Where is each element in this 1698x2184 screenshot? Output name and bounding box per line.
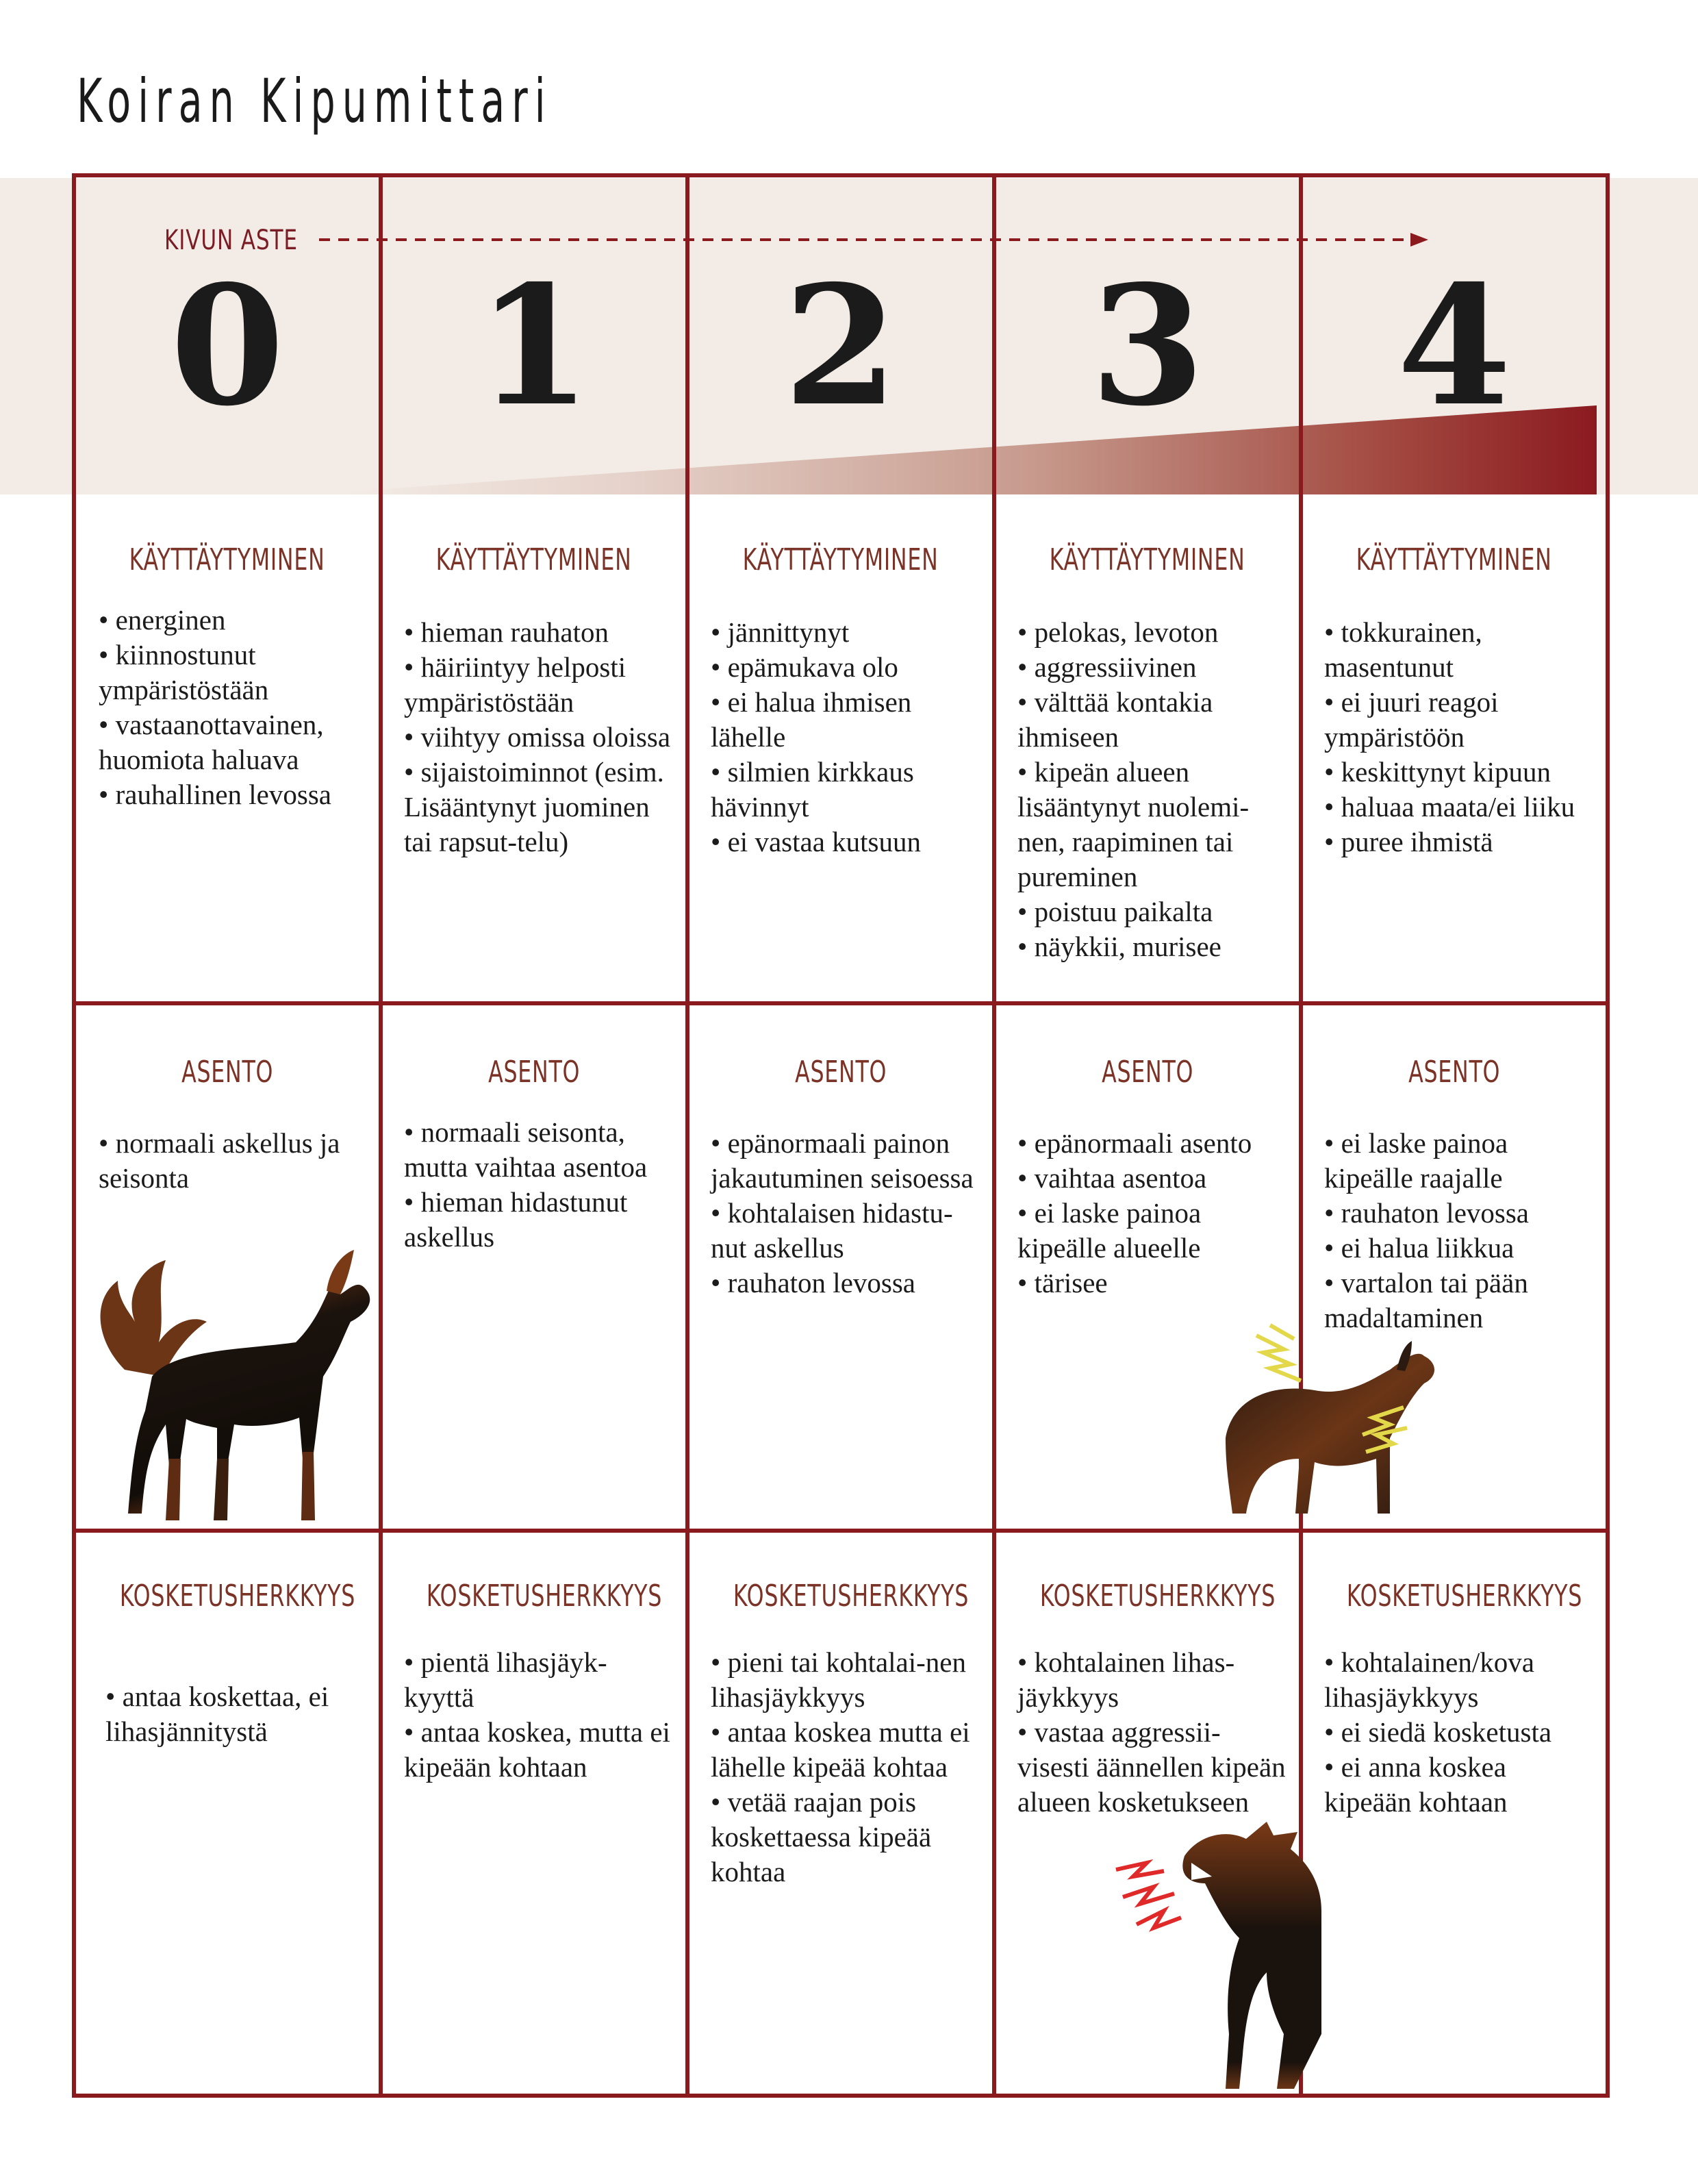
list-item: • vastaanottavainen, huomiota haluava	[99, 707, 367, 777]
list-item: • rauhaton levossa	[711, 1266, 979, 1301]
touch-heading-4: KOSKETUSHERKKYYS	[1346, 1579, 1583, 1614]
list-item: • puree ihmistä	[1324, 825, 1593, 859]
list-item: • ei laske painoa kipeälle alueelle	[1017, 1196, 1286, 1266]
touch-list-2	[711, 1645, 979, 1890]
touch-list-0	[105, 1679, 374, 1749]
behavior-heading-2: KÄYTTÄYTYMINEN	[743, 542, 939, 577]
list-item: • ei juuri reagoi ympäristöön	[1324, 685, 1593, 755]
list-item: • pelokas, levoton	[1017, 615, 1286, 650]
list-item: • sijaistoiminnot (esim. Lisääntynyt juominen tai rapsut-telu)	[404, 755, 672, 859]
level-3-number: 3	[1090, 249, 1205, 442]
list-item: • epänormaali painon jakautuminen seisoessa	[711, 1126, 979, 1196]
standing-dog-icon	[77, 1240, 378, 1527]
list-item: • kohtalainen/kova lihasjäykkyys	[1324, 1645, 1593, 1715]
list-item: • epämukava olo	[711, 650, 979, 685]
list-item: • näykkii, murisee	[1017, 929, 1286, 964]
touch-list-1	[404, 1645, 672, 1785]
level-4-number: 4	[1397, 249, 1512, 442]
list-item: • aggressiivinen	[1017, 650, 1286, 685]
list-item: • jännittynyt	[711, 615, 979, 650]
list-item: • hieman rauhaton	[404, 615, 672, 650]
aggressive-dog-icon	[1109, 1808, 1328, 2096]
posture-heading-1: ASENTO	[487, 1055, 581, 1090]
touch-heading-0: KOSKETUSHERKKYYS	[119, 1579, 356, 1614]
level-1-number: 1	[477, 249, 592, 442]
list-item: • vaihtaa asentoa	[1017, 1161, 1286, 1196]
list-item: • tärisee	[1017, 1266, 1286, 1301]
list-item: • ei halua liikkua	[1324, 1231, 1593, 1266]
list-item: • epänormaali asento	[1017, 1126, 1286, 1161]
behavior-heading-1: KÄYTTÄYTYMINEN	[436, 542, 632, 577]
list-item: • ei vastaa kutsuun	[711, 825, 979, 859]
list-item: • kohtalaisen hidastu-nut askellus	[711, 1196, 979, 1266]
list-item: • ei anna koskea kipeään kohtaan	[1324, 1750, 1593, 1820]
posture-list-0	[99, 1126, 367, 1196]
posture-list-1	[404, 1115, 672, 1255]
hunched-dog-icon	[1219, 1322, 1465, 1527]
touch-heading-1: KOSKETUSHERKKYYS	[426, 1579, 663, 1614]
list-item: • antaa koskettaa, ei lihasjännitystä	[105, 1679, 374, 1749]
level-0-number: 0	[170, 249, 285, 442]
behavior-list-4	[1324, 615, 1593, 859]
posture-list-3	[1017, 1126, 1286, 1301]
list-item: • vastaa aggressii-visesti äännellen kipeän alueen kosketukseen	[1017, 1715, 1286, 1820]
list-item: • viihtyy omissa oloissa	[404, 720, 672, 755]
list-item: • energinen	[99, 603, 367, 638]
list-item: • vetää raajan pois koskettaessa kipeää kohtaa	[711, 1785, 979, 1890]
list-item: • pieni tai kohtalai-nen lihasjäykkyys	[711, 1645, 979, 1715]
behavior-heading-3: KÄYTTÄYTYMINEN	[1050, 542, 1245, 577]
list-item: • antaa koskea, mutta ei kipeään kohtaan	[404, 1715, 672, 1785]
behavior-list-0	[99, 603, 367, 812]
behavior-heading-0: KÄYTTÄYTYMINEN	[129, 542, 325, 577]
list-item: • ei siedä kosketusta	[1324, 1715, 1593, 1750]
list-item: • kipeän alueen lisääntynyt nuolemi-nen, raapiminen tai pureminen	[1017, 755, 1286, 894]
touch-list-4	[1324, 1645, 1593, 1820]
list-item: • kiinnostunut ympäristöstään	[99, 638, 367, 707]
list-item: • ei laske painoa kipeälle raajalle	[1324, 1126, 1593, 1196]
behavior-list-1	[404, 615, 672, 859]
list-item: • välttää kontakia ihmiseen	[1017, 685, 1286, 755]
list-item: • hieman hidastunut askellus	[404, 1185, 672, 1255]
posture-list-4	[1324, 1126, 1593, 1335]
touch-heading-3: KOSKETUSHERKKYYS	[1039, 1579, 1276, 1614]
list-item: • normaali askellus ja seisonta	[99, 1126, 367, 1196]
posture-heading-2: ASENTO	[794, 1055, 887, 1090]
list-item: • kohtalainen lihas-jäykkyys	[1017, 1645, 1286, 1715]
list-item: • rauhallinen levossa	[99, 777, 367, 812]
posture-heading-4: ASENTO	[1408, 1055, 1501, 1090]
list-item: • rauhaton levossa	[1324, 1196, 1593, 1231]
posture-heading-0: ASENTO	[181, 1055, 274, 1090]
pain-scale-label: KIVUN ASTE	[164, 225, 298, 256]
behavior-heading-4: KÄYTTÄYTYMINEN	[1356, 542, 1552, 577]
list-item: • haluaa maata/ei liiku	[1324, 790, 1593, 825]
list-item: • tokkurainen, masentunut	[1324, 615, 1593, 685]
level-2-number: 2	[783, 249, 898, 442]
list-item: • antaa koskea mutta ei lähelle kipeää kohtaa	[711, 1715, 979, 1785]
list-item: • häiriintyy helposti ympäristöstään	[404, 650, 672, 720]
list-item: • silmien kirkkaus hävinnyt	[711, 755, 979, 825]
touch-list-3	[1017, 1645, 1286, 1820]
posture-heading-3: ASENTO	[1101, 1055, 1194, 1090]
list-item: • pientä lihasjäyk-kyyttä	[404, 1645, 672, 1715]
touch-heading-2: KOSKETUSHERKKYYS	[733, 1579, 970, 1614]
list-item: • normaali seisonta, mutta vaihtaa asentoa	[404, 1115, 672, 1185]
list-item: • ei halua ihmisen lähelle	[711, 685, 979, 755]
posture-list-2	[711, 1126, 979, 1301]
page-title: Koiran Kipumittari	[77, 66, 553, 136]
list-item: • keskittynyt kipuun	[1324, 755, 1593, 790]
list-item: • poistuu paikalta	[1017, 894, 1286, 929]
behavior-list-2	[711, 615, 979, 859]
behavior-list-3	[1017, 615, 1286, 964]
list-item: • vartalon tai pään madaltaminen	[1324, 1266, 1593, 1335]
